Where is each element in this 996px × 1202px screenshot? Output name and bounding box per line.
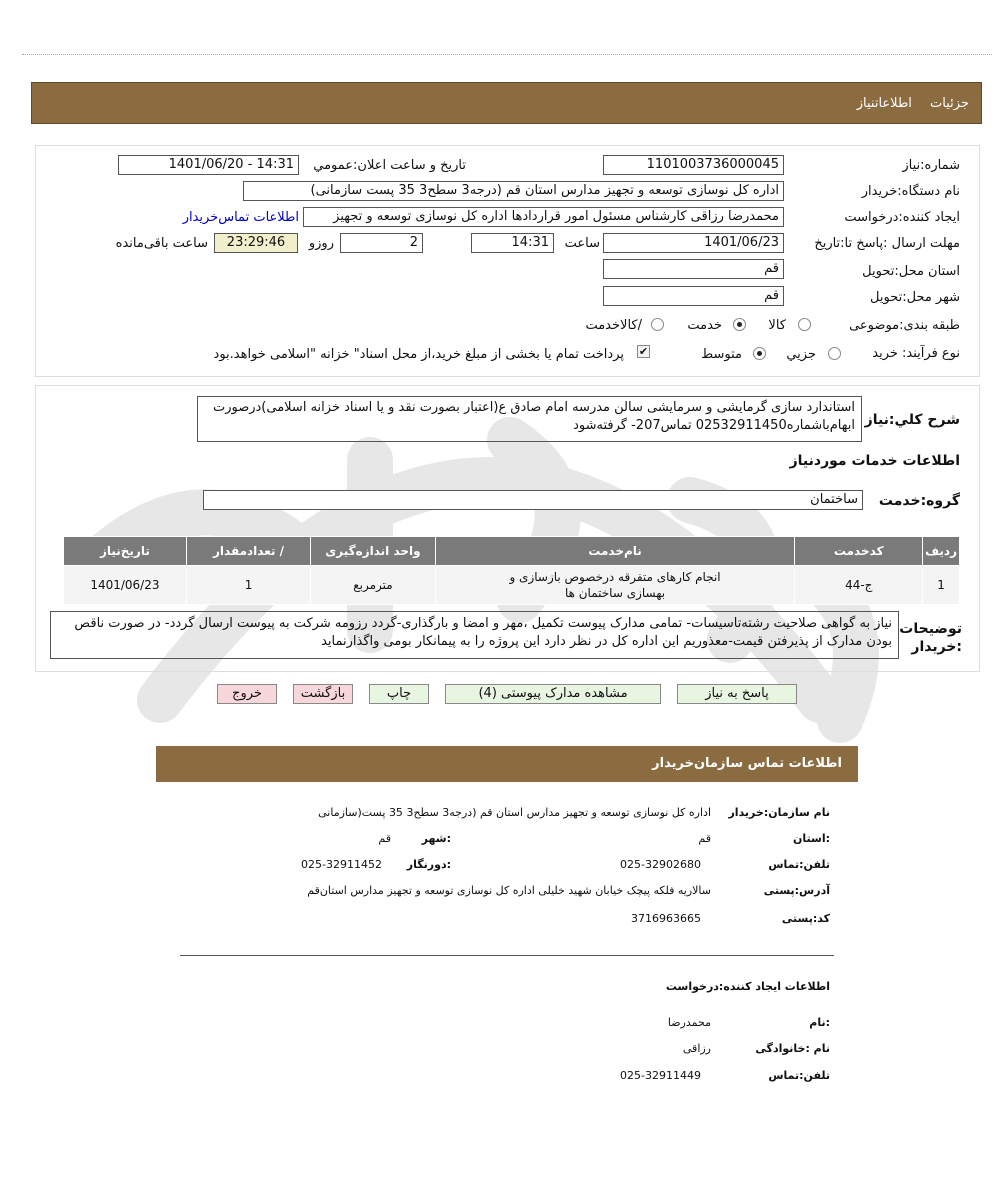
city-field: قم [603, 286, 784, 306]
category-goods-label: کالا [768, 318, 786, 333]
requester-family-value: رزاقی [682, 1042, 711, 1055]
col-unit: واحد اندازه‌گیری [311, 537, 435, 566]
cell-row-number: 1 [923, 566, 960, 605]
tab-details[interactable]: جزئیات [930, 96, 969, 111]
category-service-radio[interactable] [733, 318, 746, 331]
treasury-payment-checkbox[interactable]: ✔ [638, 345, 649, 358]
category-goods-radio[interactable] [798, 318, 811, 331]
category-goods-service-radio[interactable] [651, 318, 664, 331]
days-label: روزو [308, 236, 334, 251]
cell-need-date: 1401/06/23 [64, 566, 187, 605]
contact-phone-value: 025-32902680 [620, 858, 701, 871]
buyer-notes-label: توضیحات :خریدار [899, 621, 962, 655]
province-label: استان محل:تحویل [862, 264, 960, 279]
contact-title: اطلاعات تماس سازمان‌خریدار [652, 756, 842, 771]
need-number-field: 1101003736000045 [603, 155, 784, 175]
view-attachments-button[interactable]: مشاهده مدارک پیوستی (4) [445, 684, 661, 704]
service-group-label: گروه:خدمت [878, 493, 960, 509]
service-group-field: ساختمان [203, 490, 863, 510]
back-button[interactable]: بازگشت [293, 684, 353, 704]
buyer-org-label: نام دستگاه:خریدار [861, 184, 960, 199]
cell-service-name: انجام کارهای متفرقه درخصوص بازسازی و بهسازی ساختمان ها [435, 566, 795, 605]
tab-need-info[interactable]: اطلاعاتنیاز [856, 96, 912, 111]
category-goods-service-label: /کالاخدمت [585, 318, 642, 333]
announce-field: 1401/06/20 - 14:31 [118, 155, 299, 175]
services-table [63, 536, 960, 605]
contact-divider [180, 955, 834, 956]
col-row-number: ردیف [923, 537, 960, 566]
deadline-label: مهلت ارسال :پاسخ تا:تاریخ [814, 236, 960, 251]
announce-label: تاریخ و ساعت اعلان:عمومي [313, 158, 466, 173]
top-divider [22, 54, 992, 55]
requester-title: اطلاعات ایجاد کننده:درخواست [665, 980, 830, 993]
process-label: نوع فرآیند: خرید [872, 346, 960, 361]
remaining-label: ساعت باقی‌مانده [115, 236, 208, 251]
contact-city-value: قم [378, 832, 391, 845]
header-bar [31, 82, 982, 124]
buyer-contact-link[interactable]: اطلاعات تماس‌خریدار [182, 210, 299, 225]
requester-name-value: محمدرضا [667, 1016, 711, 1029]
city-label: شهر محل:تحویل [870, 290, 960, 305]
contact-phone-label: تلفن:تماس [768, 858, 830, 871]
contact-fax-label: :دورنگار [406, 858, 451, 871]
category-label: طبقه بندی:موضوعی [849, 318, 960, 333]
requester-phone-value: 025-32911449 [620, 1069, 701, 1082]
process-medium-label: متوسط [701, 347, 742, 362]
buyer-org-field: اداره کل نوسازی توسعه و تجهیز مدارس استان قم (درجه3 سطح3 35 پست سازمانی) [243, 181, 784, 201]
time-label: ساعت [564, 236, 600, 251]
col-service-code: کدخدمت [795, 537, 923, 566]
cell-quantity: 1 [186, 566, 310, 605]
treasury-payment-note: پرداخت تمام یا بخشی از مبلغ خرید،از محل اسناد" خزانه "اسلامی خواهد.بود [213, 347, 624, 362]
requester-phone-label: تلفن:تماس [768, 1069, 830, 1082]
contact-postal-label: کد:پستی [781, 912, 830, 925]
need-number-label: شماره:نیاز [902, 158, 960, 173]
table-header-row [64, 537, 960, 566]
deadline-time-field: 14:31 [471, 233, 554, 253]
contact-province-value: قم [698, 832, 711, 845]
summary-label: شرح کلي:نیاز [864, 412, 960, 428]
days-field: 2 [340, 233, 423, 253]
process-partial-radio[interactable] [828, 347, 841, 360]
col-service-name: نام‌خدمت [435, 537, 795, 566]
requester-family-label: نام :خانوادگی [755, 1042, 830, 1055]
province-field: قم [603, 259, 784, 279]
process-medium-radio[interactable] [753, 347, 766, 360]
contact-postal-value: 3716963665 [631, 912, 701, 925]
process-partial-label: جزيي [786, 347, 816, 362]
contact-org-value: اداره کل نوسازی توسعه و تجهیز مدارس استان قم (درجه3 سطح3 35 پست(سازمانی [318, 806, 711, 819]
col-quantity: / تعدادمقدار [186, 537, 310, 566]
exit-button[interactable]: خروج [217, 684, 277, 704]
requester-name-label: :نام [809, 1016, 830, 1029]
cell-unit: مترمربع [311, 566, 435, 605]
deadline-date-field: 1401/06/23 [603, 233, 784, 253]
contact-province-label: :استان [793, 832, 830, 845]
table-row [64, 566, 960, 605]
remaining-time-field: 23:29:46 [214, 233, 298, 253]
services-title: اطلاعات خدمات موردنیاز [789, 453, 960, 469]
contact-header-bar [156, 746, 858, 782]
creator-field: محمدرضا رزاقی کارشناس مسئول امور قراردادها اداره کل نوسازی توسعه و تجهیز [303, 207, 784, 227]
contact-city-label: :شهر [421, 832, 451, 845]
reply-button[interactable]: پاسخ به نیاز [677, 684, 797, 704]
col-need-date: تاریخ‌نیاز [64, 537, 187, 566]
need-details-panel [35, 145, 980, 377]
contact-fax-value: 025-32911452 [301, 858, 382, 871]
contact-org-label: نام سازمان:خریدار [728, 806, 830, 819]
print-button[interactable]: چاپ [369, 684, 429, 704]
category-service-label: خدمت [687, 318, 722, 333]
contact-address-value: سالاریه فلکه پیچک خیابان شهید خلیلی اداره کل نوسازی توسعه و تجهیز مدارس استان‌قم [307, 884, 711, 897]
buyer-notes-box: نیاز به گواهی صلاحیت رشته‌تاسیسات- تمامی مدارک پیوست تکمیل ،مهر و امضا و بارگذاری-گردد رزومه شرکت به پیوست ارسال گردد- در صورت ناقص بودن مدارک از پذیرفتن قیمت-معذوریم این اداره کل در نظر دارد این پروژه را به پیمانکار بومی واگذارنماید [50, 611, 899, 659]
cell-service-code: ج-44 [795, 566, 923, 605]
contact-address-label: آدرس:پستی [763, 884, 830, 897]
creator-label: ایجاد کننده:درخواست [844, 210, 960, 225]
summary-text-box: استاندارد سازی گرمایشی و سرمایشی سالن مدرسه امام صادق ع(اعتبار بصورت نقد و یا اسناد خزانه اسلامی)درصورت ابهام‌باشماره02532911450 تماس207- گرفته‌شود [197, 396, 862, 442]
